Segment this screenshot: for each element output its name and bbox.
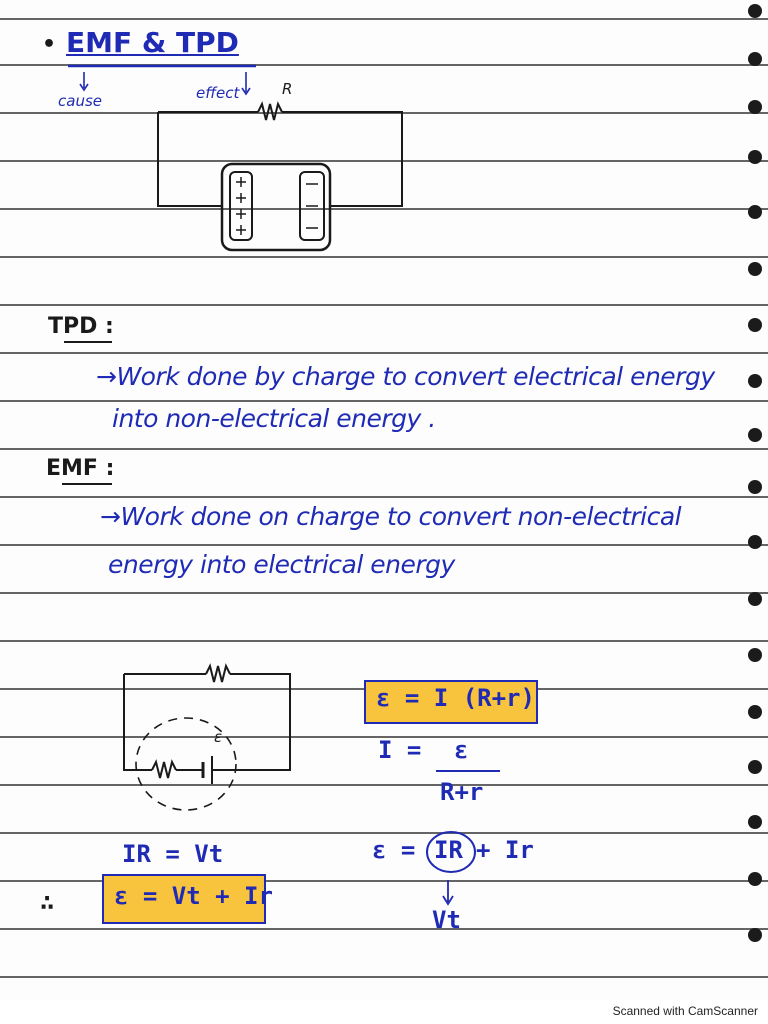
bullet-dot: •: [42, 32, 57, 57]
equation-expand-left: ε =: [372, 836, 416, 864]
equation-expand-right: + Ir: [476, 836, 534, 864]
emf-definition-line2: energy into electrical energy: [108, 550, 455, 579]
equation-current-left: I =: [378, 736, 422, 764]
tpd-definition-line1: →Work done by charge to convert electrical energy: [96, 362, 715, 391]
equation-ir: IR = Vt: [122, 840, 224, 868]
resistor-label: R: [282, 80, 293, 98]
resistor-symbol: [258, 104, 282, 120]
scanner-watermark: Scanned with CamScanner: [612, 1004, 758, 1018]
emf-symbol-label: ε: [214, 728, 223, 746]
equation-emf-total: ε = I (R+r): [376, 684, 535, 712]
tpd-definition-line2: into non-electrical energy .: [112, 404, 436, 433]
minus-signs: [306, 184, 318, 228]
wire: [124, 674, 152, 770]
cause-label: cause: [58, 92, 102, 110]
equation-current-numerator: ε: [454, 736, 469, 764]
terminal-voltage-label: Vt: [432, 906, 461, 934]
final-equation: ε = Vt + Ir: [114, 882, 273, 910]
wire: [212, 674, 290, 770]
page-title: EMF & TPD: [66, 26, 239, 59]
resistor-symbol: [206, 666, 230, 682]
emf-heading: EMF :: [46, 456, 115, 481]
plus-signs: [236, 177, 246, 235]
emf-definition-line1: →Work done on charge to convert non-electrical: [100, 502, 682, 531]
effect-label: effect: [196, 84, 240, 102]
tpd-heading: TPD :: [48, 314, 114, 339]
internal-resistor: [152, 762, 176, 778]
therefore-symbol: ∴: [40, 888, 55, 916]
equation-current-denominator: R+r: [440, 778, 484, 806]
battery-cell: [222, 164, 330, 250]
wire: [158, 112, 222, 206]
equation-expand-circled: IR: [434, 836, 463, 864]
